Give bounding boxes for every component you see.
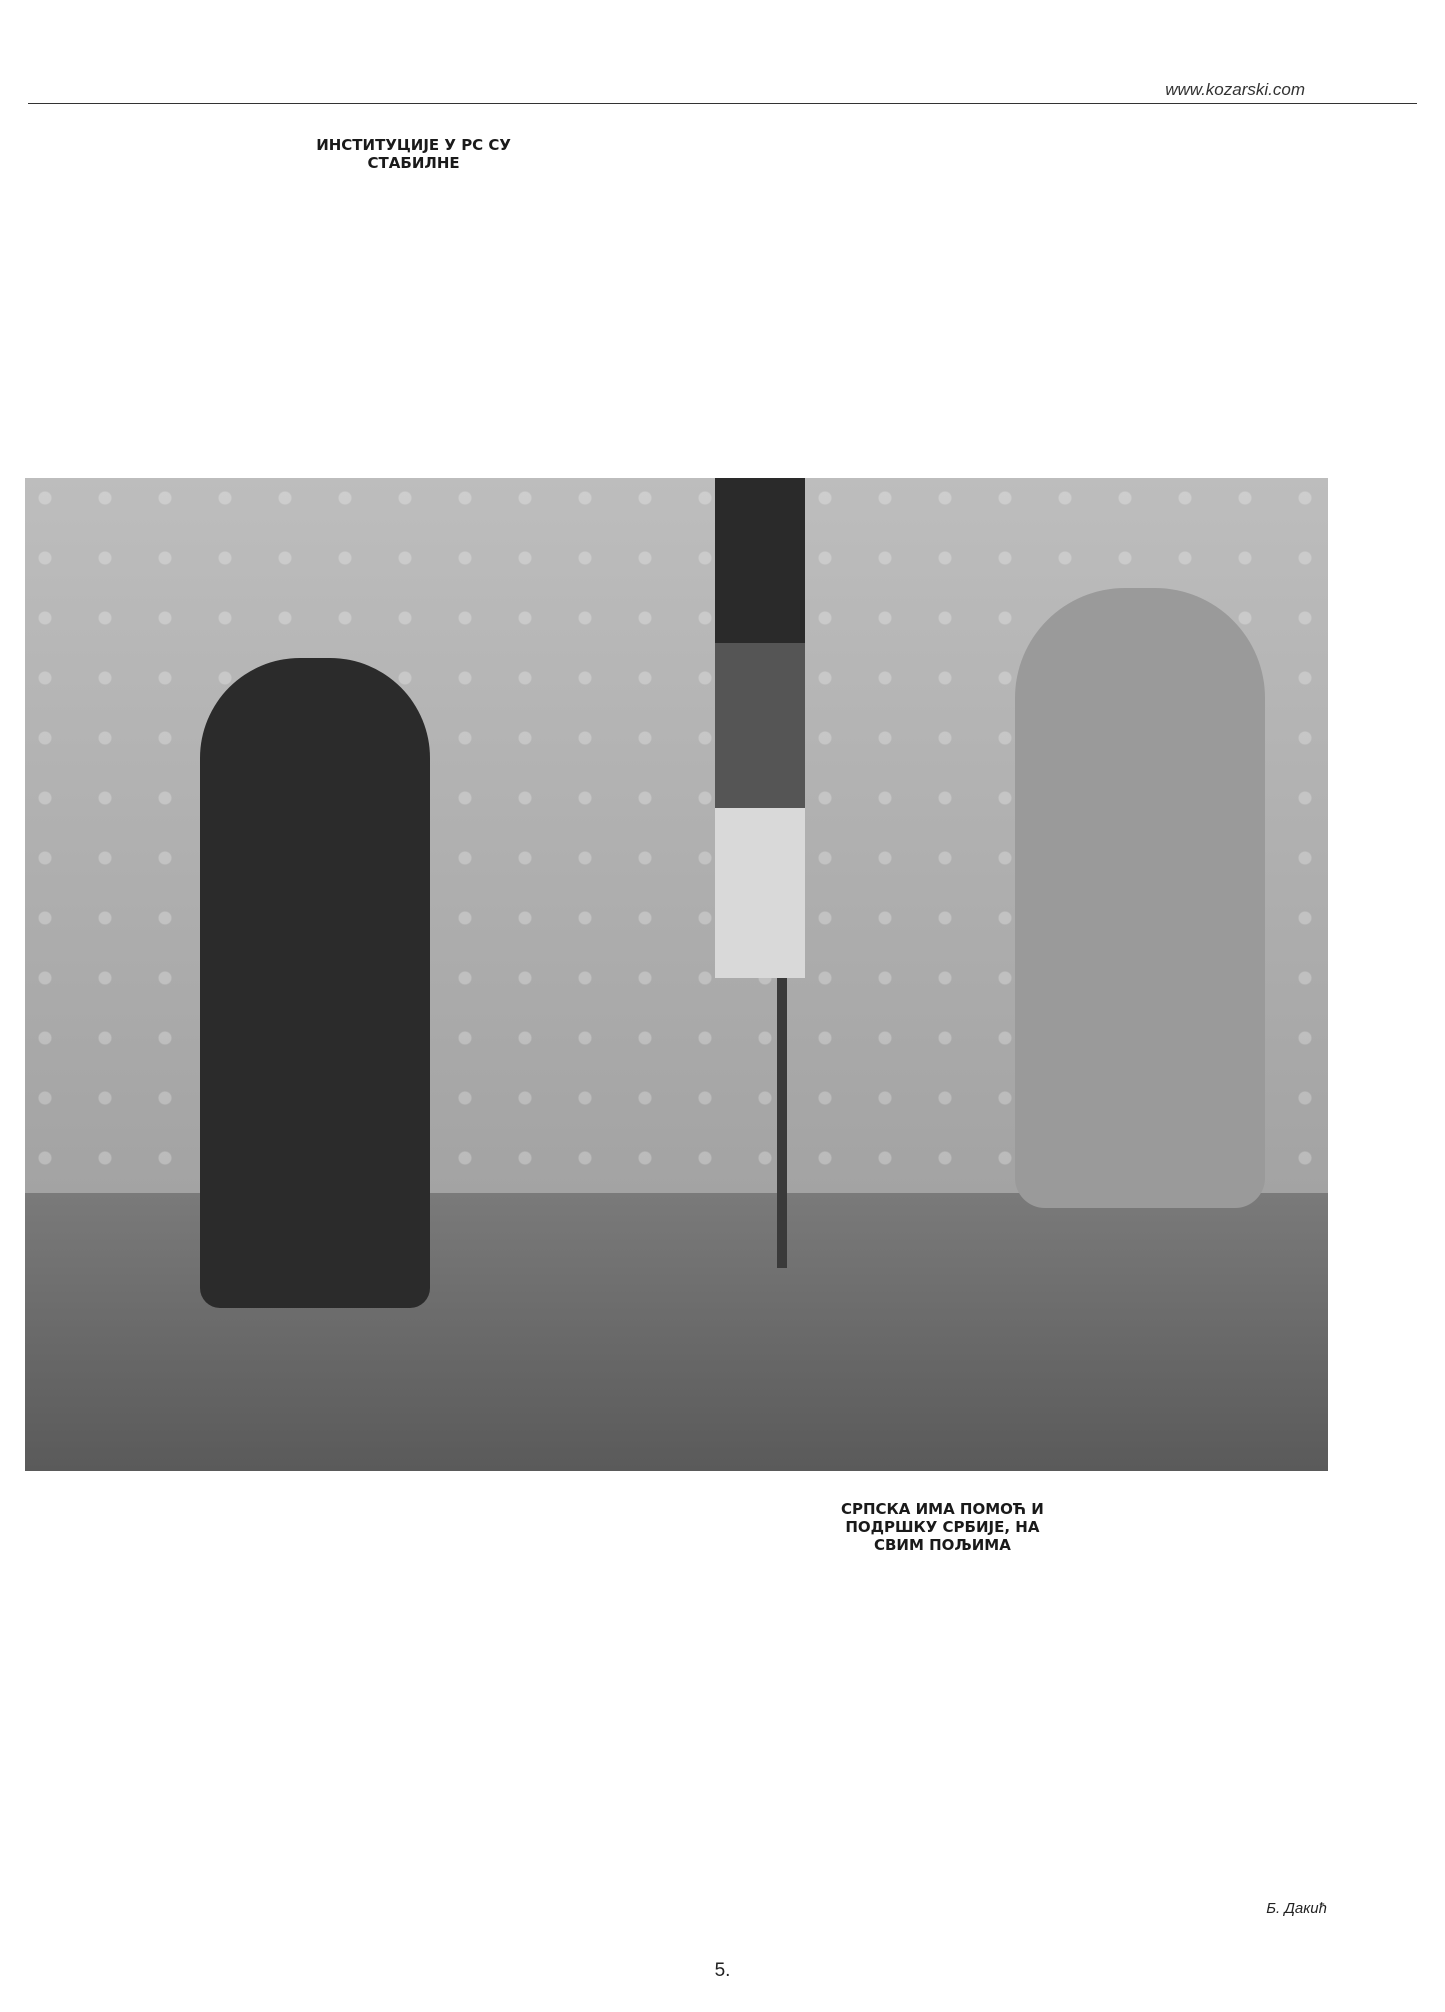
article-column [557, 118, 799, 478]
interviewer-figure [200, 658, 430, 1308]
author-byline: Б. Дакић [1266, 1900, 1327, 1917]
flag-pole [777, 978, 787, 1268]
top-text-columns [28, 118, 1328, 478]
article-column [1086, 118, 1328, 478]
article-column [28, 1482, 270, 1902]
article-column [557, 1482, 799, 1902]
flag [715, 478, 805, 978]
article-column [292, 118, 534, 478]
article-column [292, 1482, 534, 1902]
interview-photo [25, 478, 1328, 1471]
article-column [1086, 1482, 1328, 1902]
interviewee-figure [1015, 588, 1265, 1208]
section-subheading: ИНСТИТУЦИЈЕ У РС СУ СТАБИЛНЕ [316, 136, 511, 172]
site-url: www.kozarski.com [1165, 80, 1305, 99]
page-number: 5. [714, 1960, 731, 1981]
article-column [821, 118, 1063, 478]
section-subheading: СРПСКА ИМА ПОМОЋ И ПОДРШКУ СРБИЈЕ, НА СВИМ ПОЉИМА [840, 1500, 1044, 1554]
article-column [28, 118, 270, 478]
header-rule [28, 103, 1417, 104]
bottom-text-columns [28, 1482, 1328, 1902]
article-column [821, 1482, 1063, 1902]
